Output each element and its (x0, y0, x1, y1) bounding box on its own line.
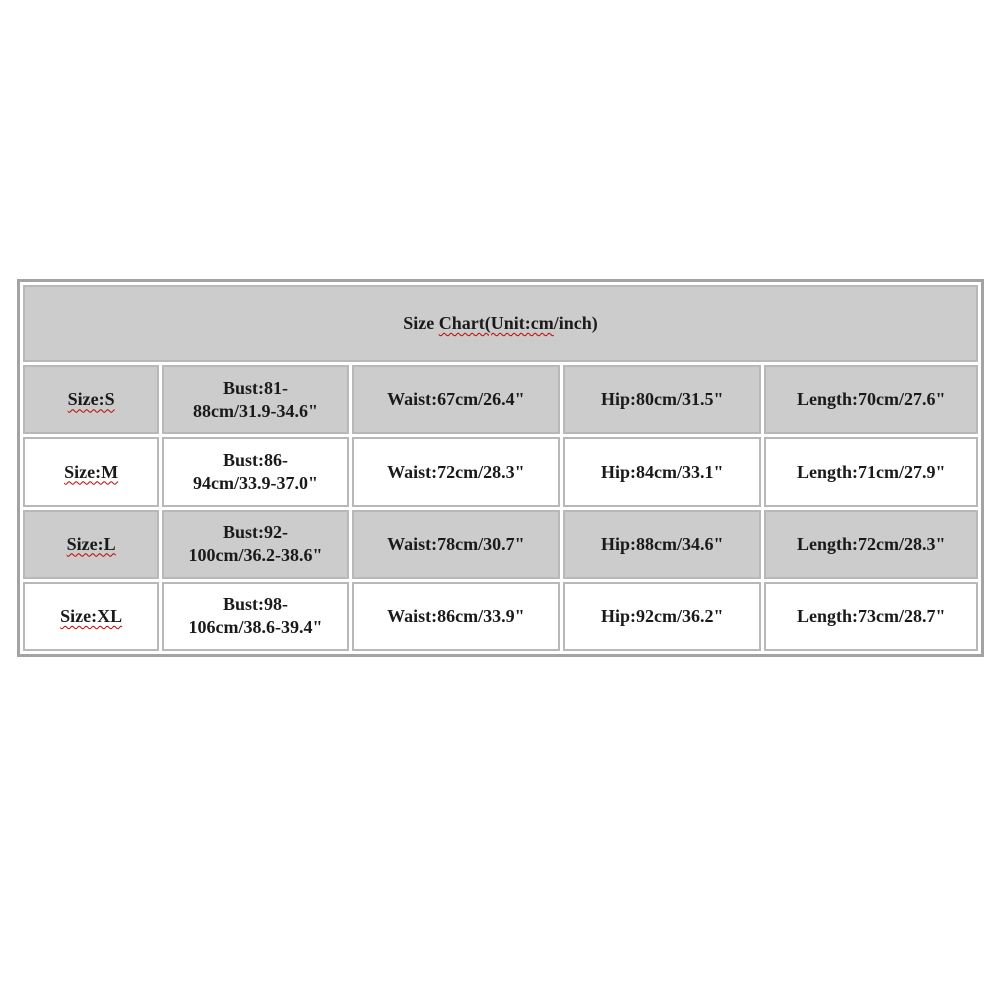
size-row-m (23, 437, 978, 506)
size-row-l (23, 510, 978, 579)
bust-line-1: Bust:92- (222, 522, 288, 543)
size-chart-title-suffix: /inch) (553, 313, 598, 334)
size-chart-title (23, 285, 978, 362)
length-cell: Length:73cm/28.7" (764, 582, 978, 651)
waist-cell: Waist:67cm/26.4" (352, 365, 560, 434)
hip-cell: Hip:84cm/33.1" (563, 437, 761, 506)
size-label-cell (23, 437, 159, 506)
size-label-cell (23, 510, 159, 579)
size-chart-grid (20, 282, 981, 654)
bust-line-1: Bust:98- (222, 594, 288, 615)
hip-cell: Hip:92cm/36.2" (563, 582, 761, 651)
hip-cell: Hip:88cm/34.6" (563, 510, 761, 579)
size-chart-title-prefix: Size (403, 313, 439, 334)
bust-cell (162, 437, 348, 506)
size-row-xl (23, 582, 978, 651)
bust-line-2: 100cm/36.2-38.6" (188, 545, 323, 566)
length-cell: Length:72cm/28.3" (764, 510, 978, 579)
length-cell: Length:70cm/27.6" (764, 365, 978, 434)
size-row-s (23, 365, 978, 434)
size-label: Size:M (64, 461, 119, 482)
waist-cell: Waist:78cm/30.7" (352, 510, 560, 579)
size-label: Size:XL (60, 605, 123, 626)
bust-cell (162, 510, 348, 579)
size-chart-title-marked: Chart(Unit:cm (438, 313, 554, 334)
size-chart-table (17, 279, 984, 657)
size-label: Size:S (67, 389, 115, 410)
bust-line-1: Bust:81- (222, 377, 288, 398)
size-label: Size:L (66, 533, 116, 554)
length-cell: Length:71cm/27.9" (764, 437, 978, 506)
bust-line-2: 106cm/38.6-39.4" (188, 617, 323, 638)
bust-cell (162, 365, 348, 434)
title-row (23, 285, 978, 362)
waist-cell: Waist:72cm/28.3" (352, 437, 560, 506)
bust-line-1: Bust:86- (222, 450, 288, 471)
size-label-cell (23, 582, 159, 651)
hip-cell: Hip:80cm/31.5" (563, 365, 761, 434)
bust-line-2: 94cm/33.9-37.0" (192, 473, 318, 494)
bust-cell (162, 582, 348, 651)
size-label-cell (23, 365, 159, 434)
waist-cell: Waist:86cm/33.9" (352, 582, 560, 651)
bust-line-2: 88cm/31.9-34.6" (192, 400, 318, 421)
